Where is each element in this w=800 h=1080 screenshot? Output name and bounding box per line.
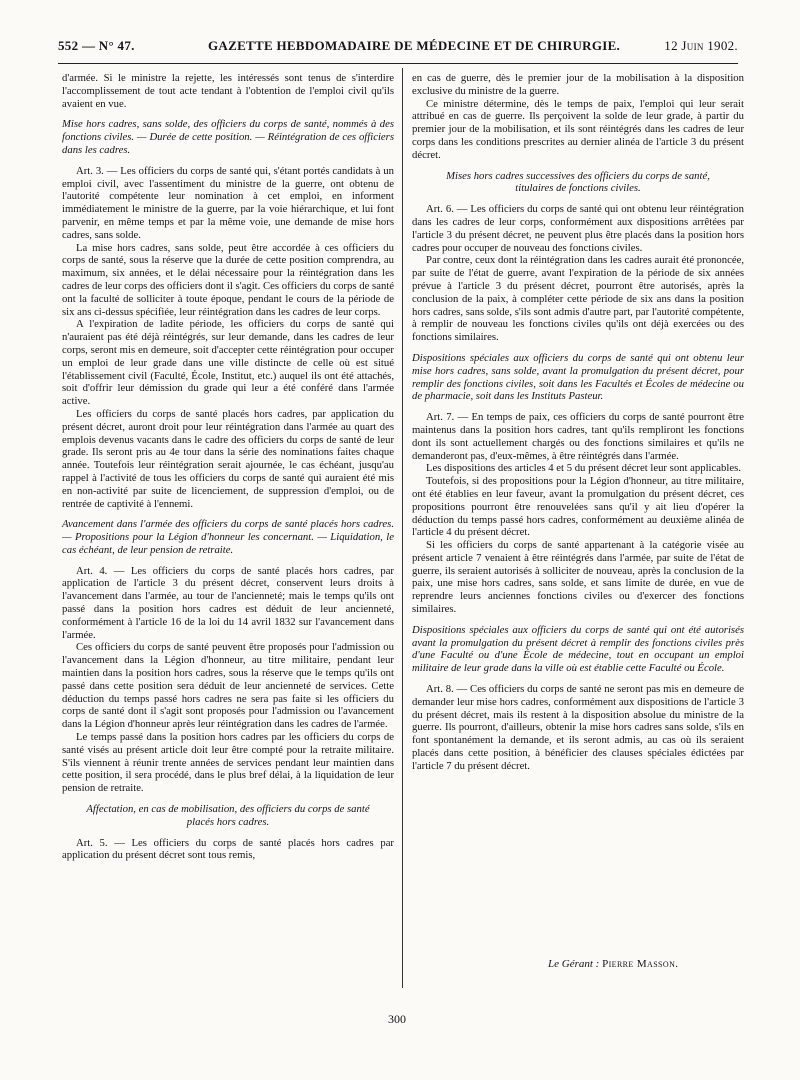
paragraph: Ces officiers du corps de santé peuvent être proposés pour l'admission ou l'avancement dans la Légion d'honneur, au titre militaire, pendant leur maintien dans la position hors cadres, sous la réserve que le temps qu'ils ont passé dans cette position sera déduit de leur ancienneté de services. Cette déduction du temps passé hors cadres ne sera pas faite si les officiers du corps de santé dont il s'agit sont proposés pour l'admission ou l'avancement dans la Légion d'honneur après leur réintégration dans les cadres de l'armée. (62, 641, 394, 731)
paragraph: Si les officiers du corps de santé appartenant à la catégorie visée au présent article 7 venaient à être réintégrés dans l'armée, par suite de l'état de guerre, ils seraient autorisés à solliciter de nouveau, après la conclusion de la paix, une mise hors cadres, sans solde, et sans limite de durée, en vue de reprendre leurs anciennes fonctions civiles ou d'exercer des fonctions similaires. (412, 539, 744, 616)
article-paragraph: Art. 5. — Les officiers du corps de santé placés hors cadres par application du présent décret sont tous remis, (62, 836, 394, 862)
article-paragraph: Art. 3. — Les officiers du corps de santé qui, s'étant portés candidats à un emploi civil, avec l'assentiment du ministre de la guerre, ont obtenu de l'autorité compétente leur nomination à cet emploi, en informent immédiatement le ministre de la guerre, par la voie hiérarchique, et lui font parvenir, en même temps et par la même voie, une demande de mise hors cadres, sans solde. (62, 164, 394, 241)
header-rule (58, 63, 738, 64)
column-divider (402, 68, 403, 988)
paragraph: Les officiers du corps de santé placés hors cadres, par application du présent décret, auront droit pour leur réintégration dans l'armée au quart des emplois devenus vacants dans le cadre des officiers du corps de santé de leur grade. Ils seront pris au 4e tour dans la série des nominations faites chaque année. Toutefois leur réintégration serait ajournée, le cas échéant, jusqu'au rappel à l'activité de tous les officiers du corps de santé qui auraient été mis en non-activité par suite de licenciement, de suppression d'emploi, ou de rentrée de captivité à l'ennemi. (62, 407, 394, 510)
page-number: 300 (388, 1012, 406, 1026)
article-paragraph: Art. 6. — Les officiers du corps de santé qui ont obtenu leur réintégration dans les cadres de leur corps, conformément aux dispositions arrêtées par l'article 3 du présent décret, ne peuvent plus être placés dans la position hors cadres pour occuper de nouveau des fonctions civiles. (412, 203, 744, 254)
paragraph: Les dispositions des articles 4 et 5 du présent décret leur sont applicables. (426, 462, 741, 475)
paragraph: Ce ministre détermine, dès le temps de paix, l'emploi qui leur serait attribué en cas de guerre. Ils perçoivent la solde de leur grade, à partir du premier jour de la mobilisation, et ils sont réintégrés dans les cadres de leur corps dans les conditions prescrites au dernier alinéa de l'article 3 du présent décret. (412, 97, 744, 161)
paragraph: en cas de guerre, dès le premier jour de la mobilisation à la disposition exclusive du ministre de la guerre. (412, 72, 744, 97)
running-header (58, 38, 738, 58)
section-heading: Avancement dans l'armée des officiers du corps de santé placés hors cadres. — Propositions pour la Légion d'honneur les concernant. — Liquidation, le cas échéant, de leur pension de retraite. (62, 518, 394, 556)
paragraph: La mise hors cadres, sans solde, peut être accordée à ces officiers du corps de santé, sous la réserve que la durée de cette position comprendra, au maximum, six années, et le délai nécessaire pour la réintégration dans les cadres de leur corps des officiers dont il s'agit. Ces officiers du corps de santé ont la faculté de solliciter à toute époque, pendant le cours de la période de six ans ci-dessus spécifiée, leur réintégration dans les cadres de leur corps. (62, 241, 394, 318)
signature-name: Pierre Masson. (602, 958, 679, 970)
article-paragraph: Art. 4. — Les officiers du corps de santé placés hors cadres, par application de l'article 3 du présent décret, conservent leurs droits à l'avancement dans l'armée, au tour de l'ancienneté; mais le temps qu'ils ont passé dans la position hors cadres est déduit de leur ancienneté, conformément à l'article 16 de la loi du 14 avril 1832 sur l'avancement dans l'armée. (62, 564, 394, 641)
issue-number: 552 — N° 47. (58, 38, 135, 53)
article-paragraph: Art. 7. — En temps de paix, ces officiers du corps de santé pourront être maintenus dans la position hors cadres, tant qu'ils rempliront les fonctions dont ils sont actuellement chargés ou des fonctions similaires et qu'ils ne demanderont pas, d'eux-mêmes, à être réintégrés dans l'armée. (412, 411, 744, 462)
right-column (412, 72, 744, 773)
signature-prefix: Le Gérant : (548, 958, 600, 970)
section-heading: Dispositions spéciales aux officiers du corps de santé qui ont obtenu leur mise hors cadres, sans solde, avant la promulgation du présent décret, pour remplir des fonctions civiles, soit dans les Facultés et Écoles de médecine ou de pharmacie, soit dans les Instituts Pasteur. (412, 351, 744, 403)
paragraph: A l'expiration de ladite période, les officiers du corps de santé qui n'auraient pas été déjà réintégrés, sur leur demande, dans les cadres de leur corps, seront mis en demeure, soit d'accepter cette réintégration pour occuper un emploi de leur grade dans une ville distincte de celle où est situé l'établissement civil (Faculté, École, Institut, etc.) auquel ils ont été attachés, soit d'offrir leur démission du grade qui leur a été conféré dans l'armée active. (62, 318, 394, 408)
left-column (62, 72, 394, 862)
section-heading: Dispositions spéciales aux officiers du corps de santé qui ont été autorisés avant la promulgation du présent décret à remplir des fonctions civiles près d'une Faculté ou d'une École de médecine, tout en occupant un emploi militaire de leur grade dans la ville où est établie cette Faculté ou École. (412, 623, 744, 675)
section-heading: Affectation, en cas de mobilisation, des officiers du corps de santé placés hors cadres. (86, 803, 370, 828)
section-heading: Mise hors cadres, sans solde, des officiers du corps de santé, nommés à des fonctions civiles. — Durée de cette position. — Réintégration de ces officiers dans les cadres. (62, 118, 394, 156)
issue-date: 12 Juin 1902. (664, 38, 738, 53)
journal-title: GAZETTE HEBDOMADAIRE DE MÉDECINE ET DE CHIRURGIE. (208, 38, 621, 53)
paragraph: Le temps passé dans la position hors cadres par les officiers du corps de santé visés au présent article doit leur être compté pour la retraite militaire. S'ils viennent à réunir trente années de services pendant leur maintien dans cette position, il sera procédé, dans le plus bref délai, à la liquidation de leur pension de retraite. (62, 731, 394, 795)
paragraph: Toutefois, si des propositions pour la Légion d'honneur, au titre militaire, ont été établies en leur faveur, avant la promulgation du présent décret, ces propositions pourront être renouvelées sans qu'il y ait lieu d'opérer la déduction du temps passé hors cadres, conformément au deuxième alinéa de l'article 4 du présent décret. (412, 475, 744, 539)
paragraph: d'armée. Si le ministre la rejette, les intéressés sont tenus de s'interdire l'accomplissement de tout acte tendant à l'obtention de l'emploi civil qu'ils avaient en vue. (62, 72, 394, 110)
section-heading: Mises hors cadres successives des officiers du corps de santé, titulaires de fonctions civiles. (446, 169, 710, 195)
signature (548, 958, 678, 970)
paragraph: Par contre, ceux dont la réintégration dans les cadres aurait été prononcée, par suite de l'état de guerre, avant l'expiration de la période de six années prévue à l'article 3 du présent décret, pourront être autorisés, après la conclusion de la paix, à compléter cette période de six ans dans la position hors cadres, sans solde, s'ils sont admis d'autre part, par l'autorité compétente, à remplir de nouveau les fonctions civiles qu'ils ont déjà exercées ou des fonctions similaires. (412, 254, 744, 344)
article-paragraph: Art. 8. — Ces officiers du corps de santé ne seront pas mis en demeure de demander leur mise hors cadres, conformément aux dispositions de l'article 3 du présent décret, mais ils restent à la disposition absolue du ministre de la guerre. Ils pourront, d'ailleurs, obtenir la mise hors cadres sans solde, s'ils en font spontanément la demande, et ils seront admis, au cas où ils seraient placés dans cette position, à bénéficier des clauses spéciales édictées par l'article 7 du présent décret. (412, 683, 744, 772)
